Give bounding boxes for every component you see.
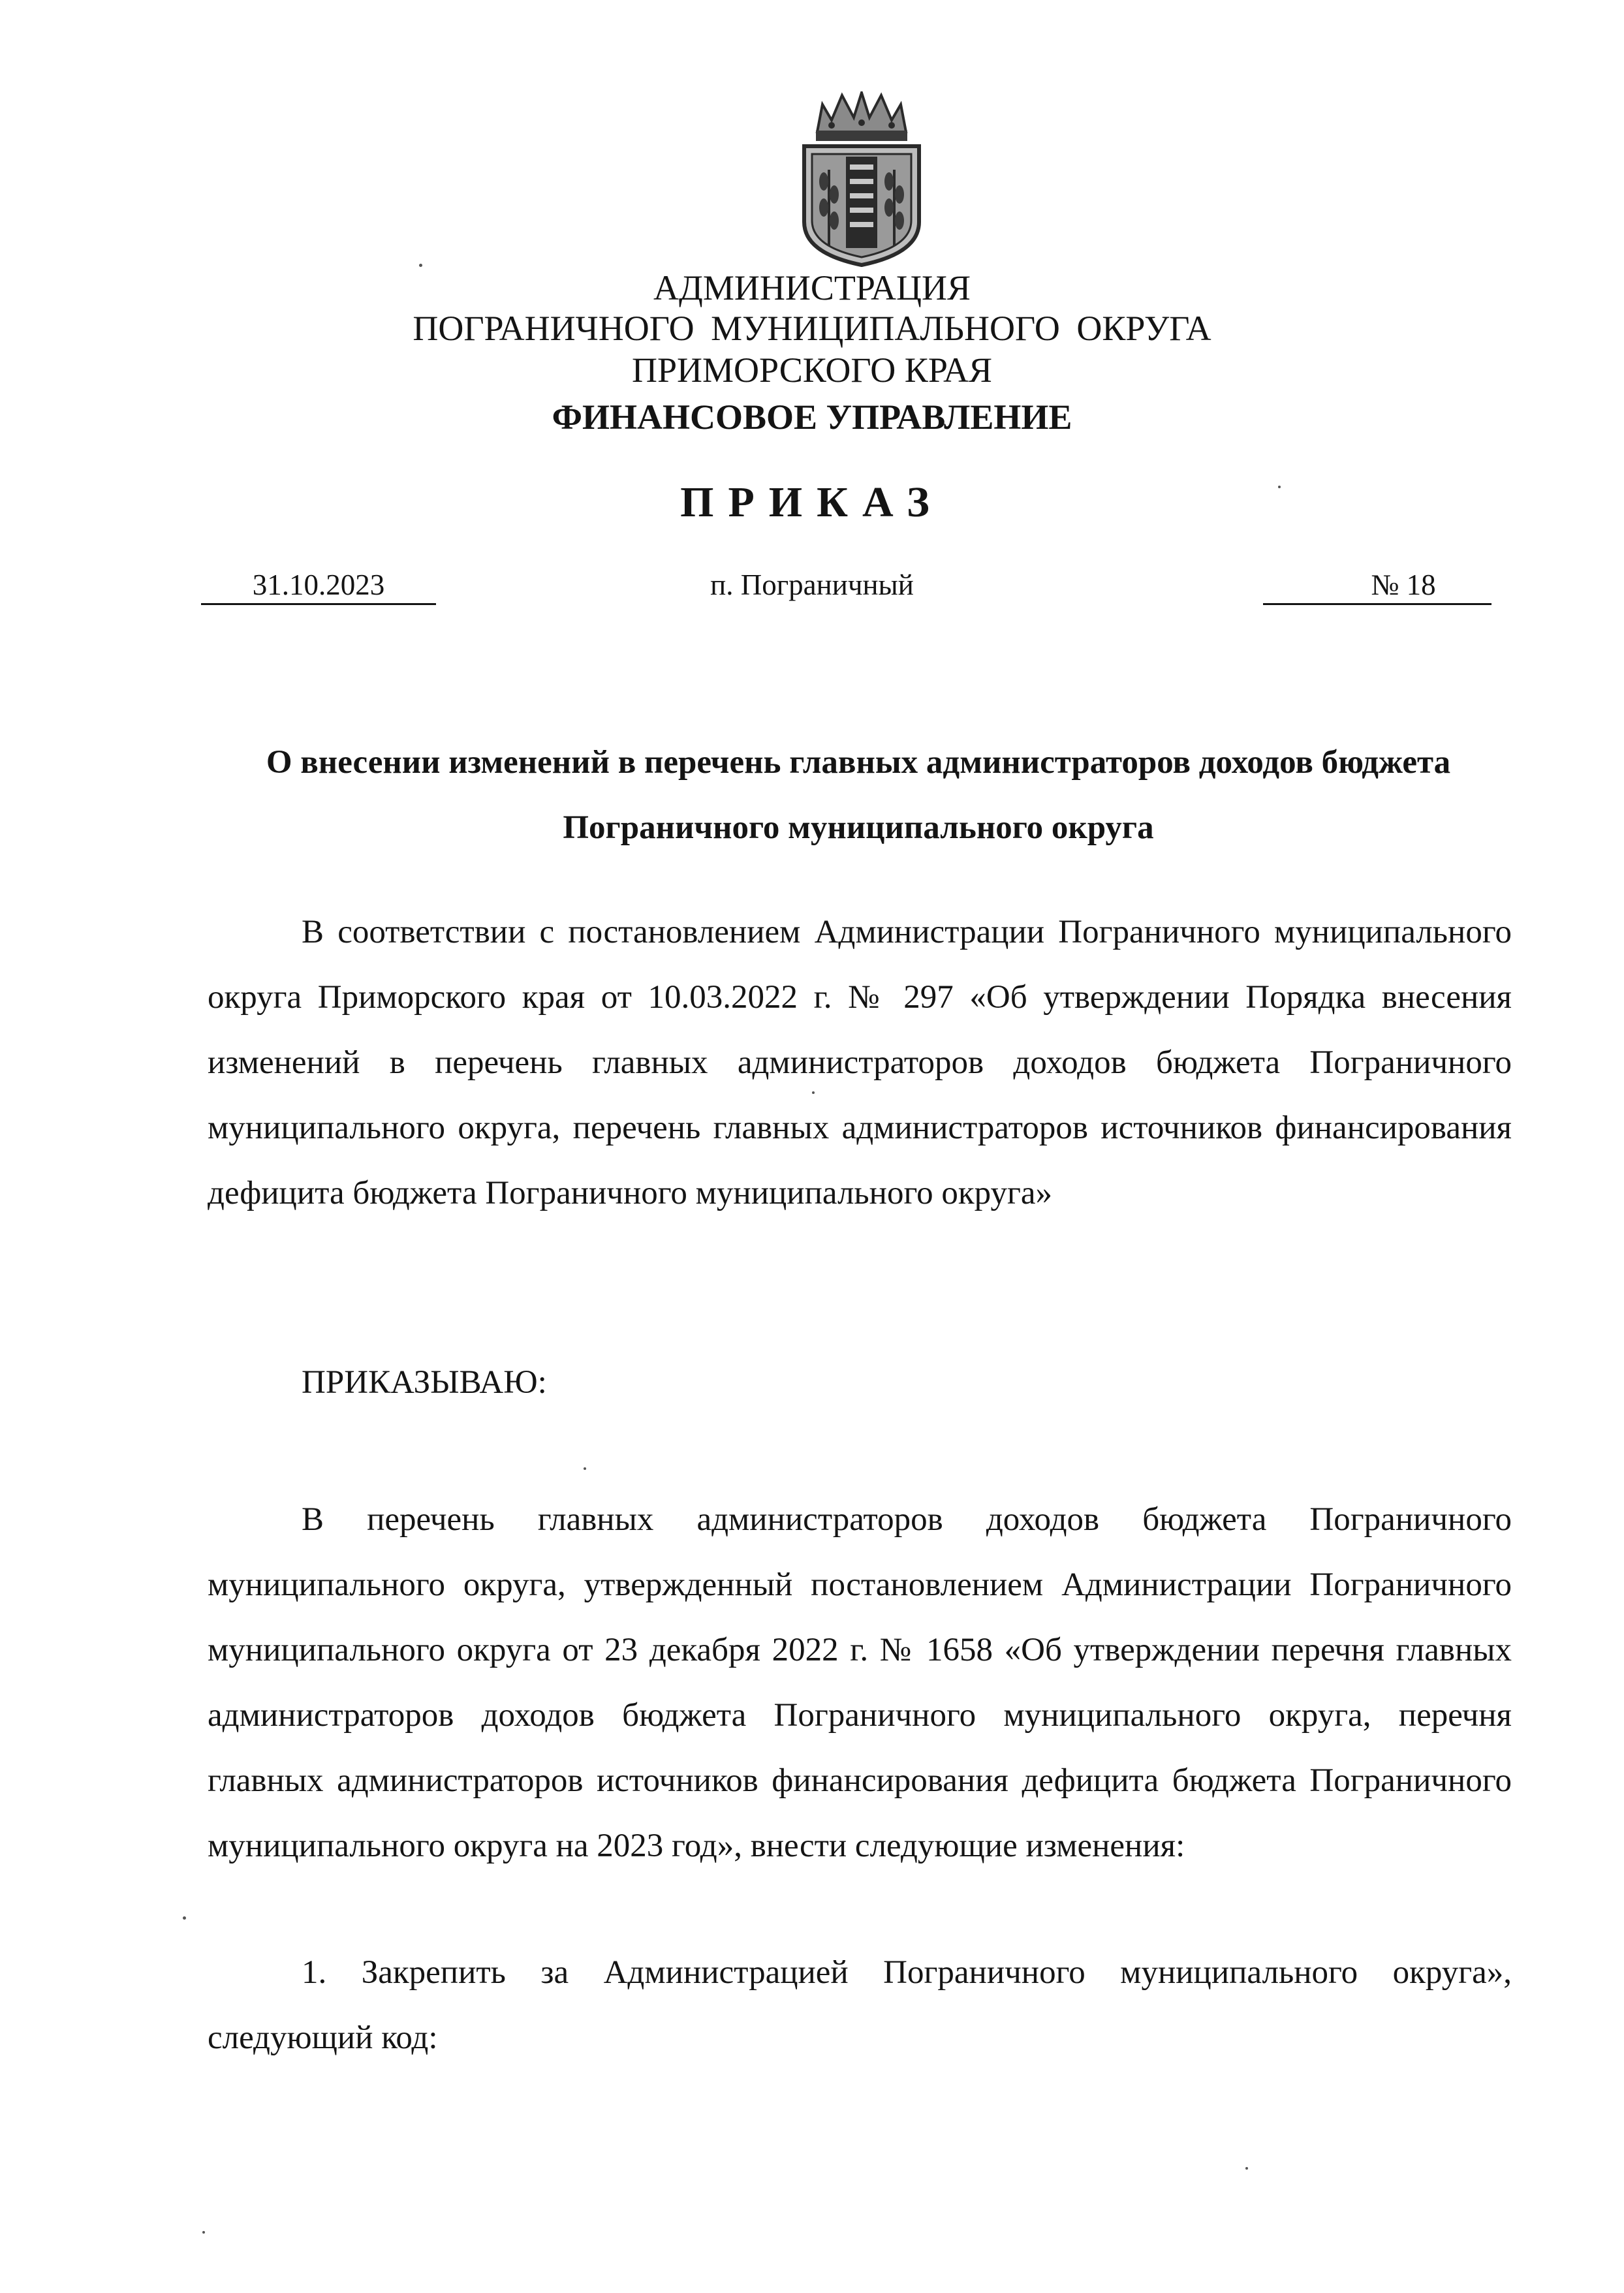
scan-speck: [812, 1091, 815, 1094]
order-number-field: [1263, 567, 1491, 605]
order-word: ПРИКАЗЫВАЮ:: [302, 1364, 547, 1401]
header-administration: АДМИНИСТРАЦИЯ: [653, 268, 971, 307]
changes-paragraph: В перечень главных администраторов доходов бюджета Пограничного муниципального округа, утвержденный постановлением Администрации Пограничного муниципального округа от 23 декабря 2022 г. № 1658 «Об утверждении перечня главных администраторов доходов бюджета Пограничного муниципального округа, перечня главных администраторов источников финансирования дефицита бюджета Пограничного муниципального округа на 2023 год», внести следующие изменения:: [208, 1501, 1512, 1864]
order-title: ПРИКАЗ: [680, 478, 944, 526]
coat-of-arms-icon: [791, 91, 932, 268]
scan-speck: [1278, 486, 1281, 488]
order-place: п. Пограничный: [710, 569, 914, 601]
scan-speck: [183, 1916, 186, 1920]
order-number: № 18: [1371, 569, 1436, 601]
scan-speck: [1245, 2167, 1248, 2170]
order-subject: О внесении изменений в перечень главных администраторов доходов бюджета Пограничного муниципального округа: [266, 744, 1451, 846]
scan-speck: [584, 1467, 586, 1470]
header-department: ФИНАНСОВОЕ УПРАВЛЕНИЕ: [552, 398, 1072, 437]
scan-speck: [419, 264, 422, 267]
order-date: 31.10.2023: [201, 567, 436, 605]
scan-speck: [202, 2231, 205, 2234]
preamble-paragraph: В соответствии с постановлением Администрации Пограничного муниципального округа Приморского края от 10.03.2022 г. № 297 «Об утверждении Порядка внесения изменений в перечень главных администраторов доходов бюджета Пограничного муниципального округа, перечень главных администраторов источников финансирования дефицита бюджета Пограничного муниципального округа»: [208, 914, 1512, 1211]
header-district: ПОГРАНИЧНОГО МУНИЦИПАЛЬНОГО ОКРУГА: [413, 309, 1211, 348]
header-region: ПРИМОРСКОГО КРАЯ: [632, 351, 992, 390]
item-1: 1. Закрепить за Администрацией Пограничного муниципального округа», следующий код:: [208, 1954, 1512, 2056]
